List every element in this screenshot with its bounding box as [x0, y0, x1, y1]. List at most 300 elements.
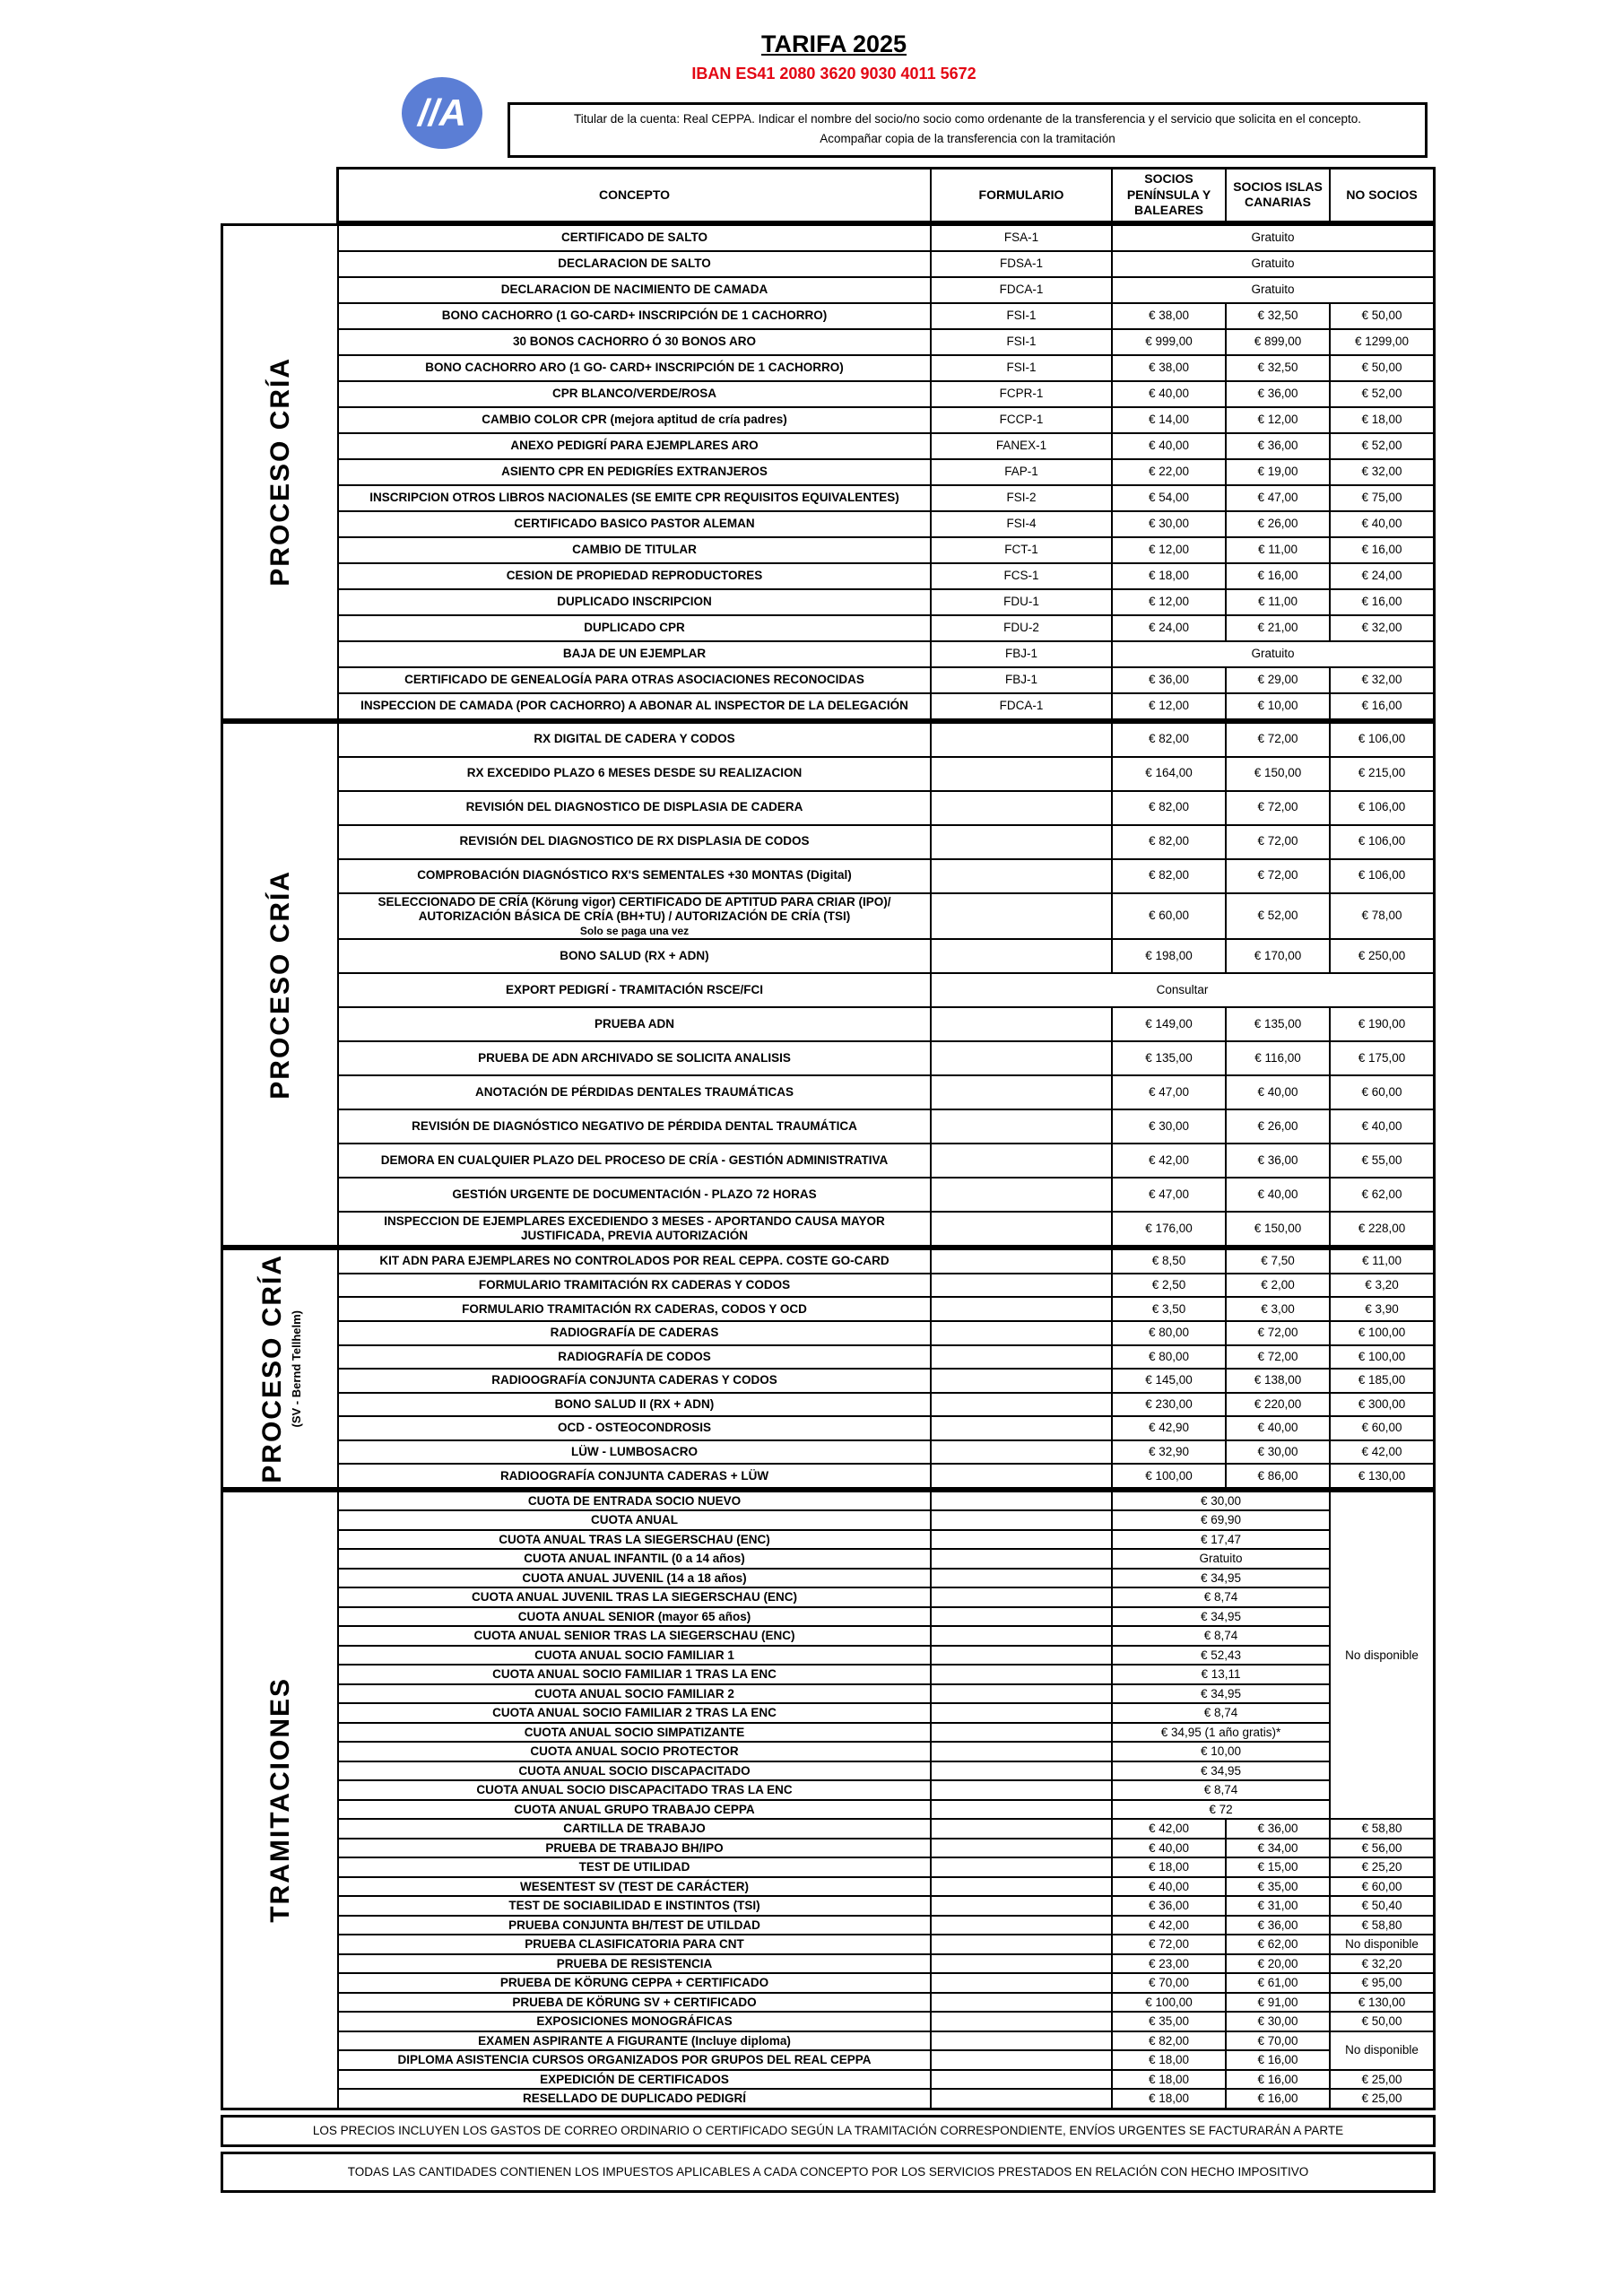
price-cell: € 36,00 [1227, 1820, 1329, 1838]
price-cell: € 40,00 [1113, 1839, 1225, 1857]
concept-cell: REVISIÓN DEL DIAGNOSTICO DE DISPLASIA DE CADERA [339, 792, 930, 824]
form-cell [932, 724, 1111, 756]
price-cell: € 135,00 [1113, 1042, 1225, 1074]
price-cell: € 18,00 [1331, 408, 1433, 432]
price-cell: € 30,00 [1227, 2013, 1329, 2031]
price-cell: € 32,50 [1227, 356, 1329, 380]
group-label-text: PROCESO CRÍA [265, 357, 295, 587]
table-body [221, 223, 1436, 2110]
form-cell [932, 1897, 1111, 1915]
price-cell: € 135,00 [1227, 1008, 1329, 1040]
price-cell: € 20,00 [1227, 1955, 1329, 1973]
account-note [508, 102, 1428, 158]
concept-cell: DECLARACION DE NACIMIENTO DE CAMADA [339, 278, 930, 302]
concept-cell: RADIOGRAFÍA DE CADERAS [339, 1322, 930, 1344]
concept-cell: CARTILLA DE TRABAJO [339, 1820, 930, 1838]
price-cell: € 36,00 [1227, 1144, 1329, 1177]
price-cell: € 176,00 [1113, 1213, 1225, 1245]
concept-cell: CERTIFICADO DE SALTO [339, 226, 930, 250]
price-cell: € 12,00 [1113, 590, 1225, 614]
price-cell: € 175,00 [1331, 1042, 1433, 1074]
form-cell [932, 1878, 1111, 1896]
price-cell: € 14,00 [1113, 408, 1225, 432]
concept-cell: TEST DE SOCIABILIDAD E INSTINTOS (TSI) [339, 1897, 930, 1915]
form-cell [932, 1935, 1111, 1953]
price-cell: € 40,00 [1227, 1076, 1329, 1109]
concept-cell: PRUEBA DE ADN ARCHIVADO SE SOLICITA ANALISIS [339, 1042, 930, 1074]
concept-cell: 30 BONOS CACHORRO Ó 30 BONOS ARO [339, 330, 930, 354]
group-label-text: PROCESO CRÍA [257, 1254, 287, 1483]
group-label [223, 1492, 337, 2108]
form-cell [932, 1417, 1111, 1439]
concept-cell: RADIOGRAFÍA DE CODOS [339, 1346, 930, 1369]
price-cell: € 32,90 [1113, 1441, 1225, 1464]
concept-cell: ASIENTO CPR EN PEDIGRÍES EXTRANJEROS [339, 460, 930, 484]
concept-cell: CUOTA ANUAL SENIOR TRAS LA SIEGERSCHAU (ENC) [339, 1627, 930, 1645]
concept-cell: RESELLADO DE DUPLICADO PEDIGRÍ [339, 2090, 930, 2108]
price-cell: € 72,00 [1227, 724, 1329, 756]
price-cell: € 32,00 [1331, 616, 1433, 640]
form-cell: FCCP-1 [932, 408, 1111, 432]
concept-cell: KIT ADN PARA EJEMPLARES NO CONTROLADOS POR REAL CEPPA. COSTE GO-CARD [339, 1250, 930, 1273]
price-cell: € 145,00 [1113, 1370, 1225, 1392]
quota-value-cell: € 8,74 [1113, 1704, 1329, 1722]
concept-cell: GESTIÓN URGENTE DE DOCUMENTACIÓN - PLAZO 72 HORAS [339, 1178, 930, 1211]
price-cell: € 116,00 [1227, 1042, 1329, 1074]
concept-cell: CUOTA ANUAL INFANTIL (0 a 14 años) [339, 1550, 930, 1568]
concept-cell: WESENTEST SV (TEST DE CARÁCTER) [339, 1878, 930, 1896]
form-cell [932, 2071, 1111, 2089]
form-cell [932, 1492, 1111, 1510]
price-cell: € 40,00 [1331, 512, 1433, 536]
price-cell: € 35,00 [1113, 2013, 1225, 2031]
form-cell [932, 826, 1111, 858]
price-cell: € 42,00 [1113, 1820, 1225, 1838]
price-cell: € 61,00 [1227, 1974, 1329, 1992]
price-cell: € 40,00 [1113, 382, 1225, 406]
form-cell [932, 1076, 1111, 1109]
form-cell [932, 1042, 1111, 1074]
group-2 [221, 721, 1436, 1248]
page-title: TARIFA 2025 [760, 30, 907, 57]
concept-cell: PRUEBA CONJUNTA BH/TEST DE UTILDAD [339, 1917, 930, 1935]
price-cell: € 40,00 [1227, 1417, 1329, 1439]
price-cell: € 35,00 [1227, 1878, 1329, 1896]
form-cell [932, 1955, 1111, 1973]
footer-note-2: TODAS LAS CANTIDADES CONTIENEN LOS IMPUESTOS APLICABLES A CADA CONCEPTO POR LOS SERVICIOS PRESTADOS EN RELACIÓN CON HECHO IMPOSITIVO [221, 2152, 1436, 2193]
concept-cell: OCD - OSTEOCONDROSIS [339, 1417, 930, 1439]
concept-cell: CUOTA ANUAL SOCIO FAMILIAR 1 [339, 1647, 930, 1665]
concept-cell: CUOTA ANUAL TRAS LA SIEGERSCHAU (ENC) [339, 1531, 930, 1549]
form-cell [932, 1781, 1111, 1799]
price-cell: € 24,00 [1113, 616, 1225, 640]
concept-cell: RX EXCEDIDO PLAZO 6 MESES DESDE SU REALIZACION [339, 758, 930, 790]
form-cell [932, 1974, 1111, 1992]
price-cell: € 899,00 [1227, 330, 1329, 354]
concept-cell: CUOTA ANUAL SOCIO PROTECTOR [339, 1743, 930, 1761]
form-cell [932, 1647, 1111, 1665]
price-cell: € 38,00 [1113, 304, 1225, 328]
quota-value-cell: € 8,74 [1113, 1781, 1329, 1799]
price-cell: € 32,20 [1331, 1955, 1433, 1973]
form-cell: FCT-1 [932, 538, 1111, 562]
concept-cell: REVISIÓN DEL DIAGNOSTICO DE RX DISPLASIA DE CODOS [339, 826, 930, 858]
concept-cell: CAMBIO COLOR CPR (mejora aptitud de cría padres) [339, 408, 930, 432]
concept-cell: PRUEBA CLASIFICATORIA PARA CNT [339, 1935, 930, 1953]
quota-value-cell: € 13,11 [1113, 1665, 1329, 1683]
form-cell: FDCA-1 [932, 278, 1111, 302]
price-cell: € 36,00 [1227, 1917, 1329, 1935]
concept-cell: BONO SALUD II (RX + ADN) [339, 1394, 930, 1416]
price-cell: € 19,00 [1227, 460, 1329, 484]
form-cell [932, 1704, 1111, 1722]
form-cell: FANEX-1 [932, 434, 1111, 458]
price-cell: € 36,00 [1113, 1897, 1225, 1915]
price-cell: € 29,00 [1227, 668, 1329, 692]
form-cell [932, 1820, 1111, 1838]
price-cell: € 95,00 [1331, 1974, 1433, 1992]
price-cell: € 42,00 [1113, 1917, 1225, 1935]
price-cell: € 2,00 [1227, 1274, 1329, 1297]
concept-cell: INSPECCION DE CAMADA (POR CACHORRO) A ABONAR AL INSPECTOR DE LA DELEGACIÓN [339, 694, 930, 718]
form-cell [932, 2013, 1111, 2031]
price-cell: € 300,00 [1331, 1394, 1433, 1416]
form-cell [932, 1685, 1111, 1703]
form-cell [932, 1511, 1111, 1529]
price-cell: € 58,80 [1331, 1917, 1433, 1935]
concept-cell: FORMULARIO TRAMITACIÓN RX CADERAS Y CODOS [339, 1274, 930, 1297]
concept-cell: PRUEBA ADN [339, 1008, 930, 1040]
price-cell: € 10,00 [1227, 694, 1329, 718]
form-cell [932, 1144, 1111, 1177]
price-cell: € 60,00 [1331, 1417, 1433, 1439]
form-cell [932, 1250, 1111, 1273]
concept-cell: CUOTA ANUAL SOCIO FAMILIAR 2 [339, 1685, 930, 1703]
price-cell: € 60,00 [1113, 894, 1225, 939]
form-cell [932, 1465, 1111, 1487]
form-cell [932, 1724, 1111, 1742]
concept-cell: CUOTA DE ENTRADA SOCIO NUEVO [339, 1492, 930, 1510]
price-cell: € 86,00 [1227, 1465, 1329, 1487]
price-cell: € 170,00 [1227, 940, 1329, 972]
price-cell: € 32,00 [1331, 668, 1433, 692]
group-4 [221, 1490, 1436, 2110]
group-1 [221, 223, 1436, 721]
price-cell: € 106,00 [1331, 860, 1433, 892]
table-header-row [336, 167, 1436, 223]
price-cell: € 100,00 [1331, 1322, 1433, 1344]
price-cell: € 72,00 [1227, 826, 1329, 858]
price-cell: € 100,00 [1331, 1346, 1433, 1369]
price-cell: € 3,00 [1227, 1298, 1329, 1320]
form-cell: FSI-1 [932, 330, 1111, 354]
price-cell: € 149,00 [1113, 1008, 1225, 1040]
quota-value-cell: € 52,43 [1113, 1647, 1329, 1665]
form-cell [932, 1994, 1111, 2012]
concept-cell: BONO CACHORRO (1 GO-CARD+ INSCRIPCIÓN DE 1 CACHORRO) [339, 304, 930, 328]
concept-cell: DUPLICADO INSCRIPCION [339, 590, 930, 614]
form-cell [932, 1274, 1111, 1297]
account-note-line2: Acompañar copia de la transferencia con la tramitación [820, 131, 1115, 145]
price-cell: € 2,50 [1113, 1274, 1225, 1297]
quota-value-cell: € 69,90 [1113, 1511, 1329, 1529]
price-cell: € 26,00 [1227, 512, 1329, 536]
price-cell: € 42,00 [1331, 1441, 1433, 1464]
price-cell: € 3,90 [1331, 1298, 1433, 1320]
form-cell: FSI-1 [932, 304, 1111, 328]
free-cell: Gratuito [1113, 252, 1433, 276]
form-cell [932, 1178, 1111, 1211]
form-cell [932, 1298, 1111, 1320]
price-cell: € 42,00 [1113, 1144, 1225, 1177]
group-label [223, 1250, 337, 1487]
column-header-socios-peninsula: SOCIOS PENÍNSULA Y BALEARES [1113, 170, 1225, 221]
form-cell [932, 1370, 1111, 1392]
price-cell: € 25,00 [1331, 2090, 1433, 2108]
concept-cell: RADIOOGRAFÍA CONJUNTA CADERAS + LÜW [339, 1465, 930, 1487]
price-cell: € 18,00 [1113, 564, 1225, 588]
price-cell: € 16,00 [1227, 2051, 1329, 2069]
concept-cell: CERTIFICADO DE GENEALOGÍA PARA OTRAS ASOCIACIONES RECONOCIDAS [339, 668, 930, 692]
group-3 [221, 1248, 1436, 1490]
price-cell: € 32,50 [1227, 304, 1329, 328]
concept-cell: CUOTA ANUAL [339, 1511, 930, 1529]
price-cell: € 52,00 [1331, 434, 1433, 458]
quota-value-cell: € 34,95 [1113, 1608, 1329, 1626]
form-cell [932, 2051, 1111, 2069]
price-cell: € 11,00 [1227, 538, 1329, 562]
concept-cell: BAJA DE UN EJEMPLAR [339, 642, 930, 666]
concept-cell: DECLARACION DE SALTO [339, 252, 930, 276]
price-cell: € 42,90 [1113, 1417, 1225, 1439]
quota-value-cell: Gratuito [1113, 1550, 1329, 1568]
concept-cell: CUOTA ANUAL SOCIO DISCAPACITADO TRAS LA ENC [339, 1781, 930, 1799]
price-cell: € 22,00 [1113, 460, 1225, 484]
merged-no-disponible-cell: No disponible [1331, 1492, 1433, 1819]
price-cell: € 72,00 [1113, 1935, 1225, 1953]
concept-cell: FORMULARIO TRAMITACIÓN RX CADERAS, CODOS Y OCD [339, 1298, 930, 1320]
column-header-no-socios: NO SOCIOS [1331, 170, 1433, 221]
price-cell: € 12,00 [1113, 694, 1225, 718]
price-cell: € 52,00 [1227, 894, 1329, 939]
price-cell: € 36,00 [1113, 668, 1225, 692]
price-cell: € 47,00 [1227, 486, 1329, 510]
price-cell: € 130,00 [1331, 1465, 1433, 1487]
price-cell: € 54,00 [1113, 486, 1225, 510]
form-cell: FSI-1 [932, 356, 1111, 380]
price-cell: € 25,20 [1331, 1858, 1433, 1876]
price-cell: € 18,00 [1113, 2090, 1225, 2108]
price-cell: € 215,00 [1331, 758, 1433, 790]
form-cell [932, 1570, 1111, 1587]
price-cell: € 23,00 [1113, 1955, 1225, 1973]
price-cell: € 30,00 [1113, 1110, 1225, 1143]
form-cell [932, 1762, 1111, 1780]
price-cell: € 16,00 [1227, 2090, 1329, 2108]
price-cell: € 82,00 [1113, 792, 1225, 824]
price-cell: € 7,50 [1227, 1250, 1329, 1273]
concept-cell: SELECCIONADO DE CRÍA (Körung vigor) CERTIFICADO DE APTITUD PARA CRIAR (IPO)/ AUTORIZACIÓN BÁSICA DE CRÍA (BH+TU) / AUTORIZACIÓN DE CRÍA (TSI) Solo se paga una vez [339, 894, 930, 939]
group-label-text: PROCESO CRÍA [265, 869, 295, 1100]
form-cell [932, 860, 1111, 892]
price-cell: € 185,00 [1331, 1370, 1433, 1392]
price-cell: € 198,00 [1113, 940, 1225, 972]
price-cell: € 25,00 [1331, 2071, 1433, 2089]
price-cell: € 58,80 [1331, 1820, 1433, 1838]
concept-cell: EXPORT PEDIGRÍ - TRAMITACIÓN RSCE/FCI [339, 974, 930, 1006]
concept-cell: COMPROBACIÓN DIAGNÓSTICO RX'S SEMENTALES +30 MONTAS (Digital) [339, 860, 930, 892]
form-cell: FSA-1 [932, 226, 1111, 250]
price-cell: € 70,00 [1227, 2032, 1329, 2050]
form-cell: FCS-1 [932, 564, 1111, 588]
form-cell: FDU-1 [932, 590, 1111, 614]
form-cell [932, 1917, 1111, 1935]
ceppa-logo-text: //A [418, 91, 466, 134]
ceppa-logo [402, 77, 482, 149]
form-cell: FSI-4 [932, 512, 1111, 536]
concept-cell: BONO CACHORRO ARO (1 GO- CARD+ INSCRIPCIÓN DE 1 CACHORRO) [339, 356, 930, 380]
price-cell: € 50,00 [1331, 356, 1433, 380]
quota-value-cell: € 72 [1113, 1801, 1329, 1819]
group-label [223, 724, 337, 1246]
price-cell: € 32,00 [1331, 460, 1433, 484]
free-cell: Gratuito [1113, 226, 1433, 250]
form-cell [932, 1322, 1111, 1344]
group-sublabel-text: (SV - Bernd Tellhelm) [290, 1309, 303, 1428]
form-cell [932, 1550, 1111, 1568]
price-cell: € 150,00 [1227, 1213, 1329, 1245]
concept-cell: PRUEBA DE RESISTENCIA [339, 1955, 930, 1973]
concept-cell: REVISIÓN DE DIAGNÓSTICO NEGATIVO DE PÉRDIDA DENTAL TRAUMÁTICA [339, 1110, 930, 1143]
price-cell: € 106,00 [1331, 792, 1433, 824]
concept-cell: CAMBIO DE TITULAR [339, 538, 930, 562]
price-cell: No disponible [1331, 1935, 1433, 1953]
concept-cell: CPR BLANCO/VERDE/ROSA [339, 382, 930, 406]
concept-cell: CUOTA ANUAL SOCIO DISCAPACITADO [339, 1762, 930, 1780]
column-header-socios-canarias: SOCIOS ISLAS CANARIAS [1227, 170, 1329, 221]
price-cell: € 11,00 [1331, 1250, 1433, 1273]
price-cell: € 18,00 [1113, 1858, 1225, 1876]
price-cell: € 220,00 [1227, 1394, 1329, 1416]
price-cell: € 36,00 [1227, 434, 1329, 458]
form-cell: FBJ-1 [932, 668, 1111, 692]
price-cell: € 52,00 [1331, 382, 1433, 406]
price-cell: € 228,00 [1331, 1213, 1433, 1245]
quota-value-cell: € 17,47 [1113, 1531, 1329, 1549]
concept-cell: CERTIFICADO BASICO PASTOR ALEMAN [339, 512, 930, 536]
price-cell: € 80,00 [1113, 1346, 1225, 1369]
price-cell: € 82,00 [1113, 826, 1225, 858]
quota-value-cell: € 10,00 [1113, 1743, 1329, 1761]
price-cell: € 60,00 [1331, 1076, 1433, 1109]
consult-cell: Consultar [932, 974, 1433, 1006]
price-cell: € 82,00 [1113, 2032, 1225, 2050]
price-cell: € 21,00 [1227, 616, 1329, 640]
column-header-concepto: CONCEPTO [339, 170, 930, 221]
price-cell: € 12,00 [1227, 408, 1329, 432]
concept-cell: BONO SALUD (RX + ADN) [339, 940, 930, 972]
price-cell: € 30,00 [1113, 512, 1225, 536]
form-cell [932, 1801, 1111, 1819]
price-cell: € 55,00 [1331, 1144, 1433, 1177]
price-cell: € 36,00 [1227, 382, 1329, 406]
price-cell: € 106,00 [1331, 724, 1433, 756]
price-cell: € 16,00 [1331, 538, 1433, 562]
price-cell: € 138,00 [1227, 1370, 1329, 1392]
price-cell: € 47,00 [1113, 1076, 1225, 1109]
concept-cell: EXPEDICIÓN DE CERTIFICADOS [339, 2071, 930, 2089]
concept-cell: CUOTA ANUAL SENIOR (mayor 65 años) [339, 1608, 930, 1626]
form-cell [932, 1008, 1111, 1040]
concept-cell: CUOTA ANUAL SOCIO SIMPATIZANTE [339, 1724, 930, 1742]
price-cell: € 30,00 [1227, 1441, 1329, 1464]
quota-value-cell: € 34,95 [1113, 1762, 1329, 1780]
price-cell: € 130,00 [1331, 1994, 1433, 2012]
price-cell: € 100,00 [1113, 1994, 1225, 2012]
concept-cell: DEMORA EN CUALQUIER PLAZO DEL PROCESO DE CRÍA - GESTIÓN ADMINISTRATIVA [339, 1144, 930, 1177]
concept-cell: RX DIGITAL DE CADERA Y CODOS [339, 724, 930, 756]
form-cell: FDU-2 [932, 616, 1111, 640]
price-cell: € 40,00 [1227, 1178, 1329, 1211]
free-cell: Gratuito [1113, 642, 1433, 666]
form-cell: FSI-2 [932, 486, 1111, 510]
column-header-formulario: FORMULARIO [932, 170, 1111, 221]
concept-cell: CUOTA ANUAL GRUPO TRABAJO CEPPA [339, 1801, 930, 1819]
price-cell: € 62,00 [1331, 1178, 1433, 1211]
iban-line: IBAN ES41 2080 3620 9030 4011 5672 [691, 65, 976, 83]
merged-no-disponible-cell: No disponible [1331, 2032, 1433, 2069]
concept-cell: CESION DE PROPIEDAD REPRODUCTORES [339, 564, 930, 588]
form-cell [932, 1346, 1111, 1369]
price-cell: € 24,00 [1331, 564, 1433, 588]
price-cell: € 47,00 [1113, 1178, 1225, 1211]
price-cell: € 999,00 [1113, 330, 1225, 354]
form-cell [932, 1665, 1111, 1683]
concept-cell: LÜW - LUMBOSACRO [339, 1441, 930, 1464]
concept-cell: PRUEBA DE KÖRUNG CEPPA + CERTIFICADO [339, 1974, 930, 1992]
price-cell: € 190,00 [1331, 1008, 1433, 1040]
price-cell: € 60,00 [1331, 1878, 1433, 1896]
price-cell: € 40,00 [1113, 434, 1225, 458]
price-cell: € 70,00 [1113, 1974, 1225, 1992]
footer-note-1: LOS PRECIOS INCLUYEN LOS GASTOS DE CORREO ORDINARIO O CERTIFICADO SEGÚN LA TRAMITACIÓN CORRESPONDIENTE, ENVÍOS URGENTES SE FACTURARÁN A PARTE [221, 2115, 1436, 2147]
price-cell: € 18,00 [1113, 2051, 1225, 2069]
price-cell: € 26,00 [1227, 1110, 1329, 1143]
form-cell [932, 1627, 1111, 1645]
quota-value-cell: € 34,95 [1113, 1570, 1329, 1587]
price-cell: € 50,00 [1331, 304, 1433, 328]
price-cell: € 150,00 [1227, 758, 1329, 790]
price-cell: € 3,50 [1113, 1298, 1225, 1320]
form-cell: FDCA-1 [932, 694, 1111, 718]
form-cell: FAP-1 [932, 460, 1111, 484]
price-cell: € 34,00 [1227, 1839, 1329, 1857]
price-cell: € 16,00 [1227, 2071, 1329, 2089]
form-cell [932, 894, 1111, 939]
form-cell: FCPR-1 [932, 382, 1111, 406]
price-cell: € 18,00 [1113, 2071, 1225, 2089]
concept-cell: INSPECCION DE EJEMPLARES EXCEDIENDO 3 MESES - APORTANDO CAUSA MAYOR JUSTIFICADA, PREVIA AUTORIZACIÓN [339, 1213, 930, 1245]
price-cell: € 40,00 [1113, 1878, 1225, 1896]
price-cell: € 72,00 [1227, 792, 1329, 824]
price-cell: € 62,00 [1227, 1935, 1329, 1953]
form-cell [932, 1839, 1111, 1857]
form-cell [932, 1213, 1111, 1245]
price-cell: € 16,00 [1331, 590, 1433, 614]
price-cell: € 40,00 [1331, 1110, 1433, 1143]
price-cell: € 78,00 [1331, 894, 1433, 939]
concept-cell: DUPLICADO CPR [339, 616, 930, 640]
